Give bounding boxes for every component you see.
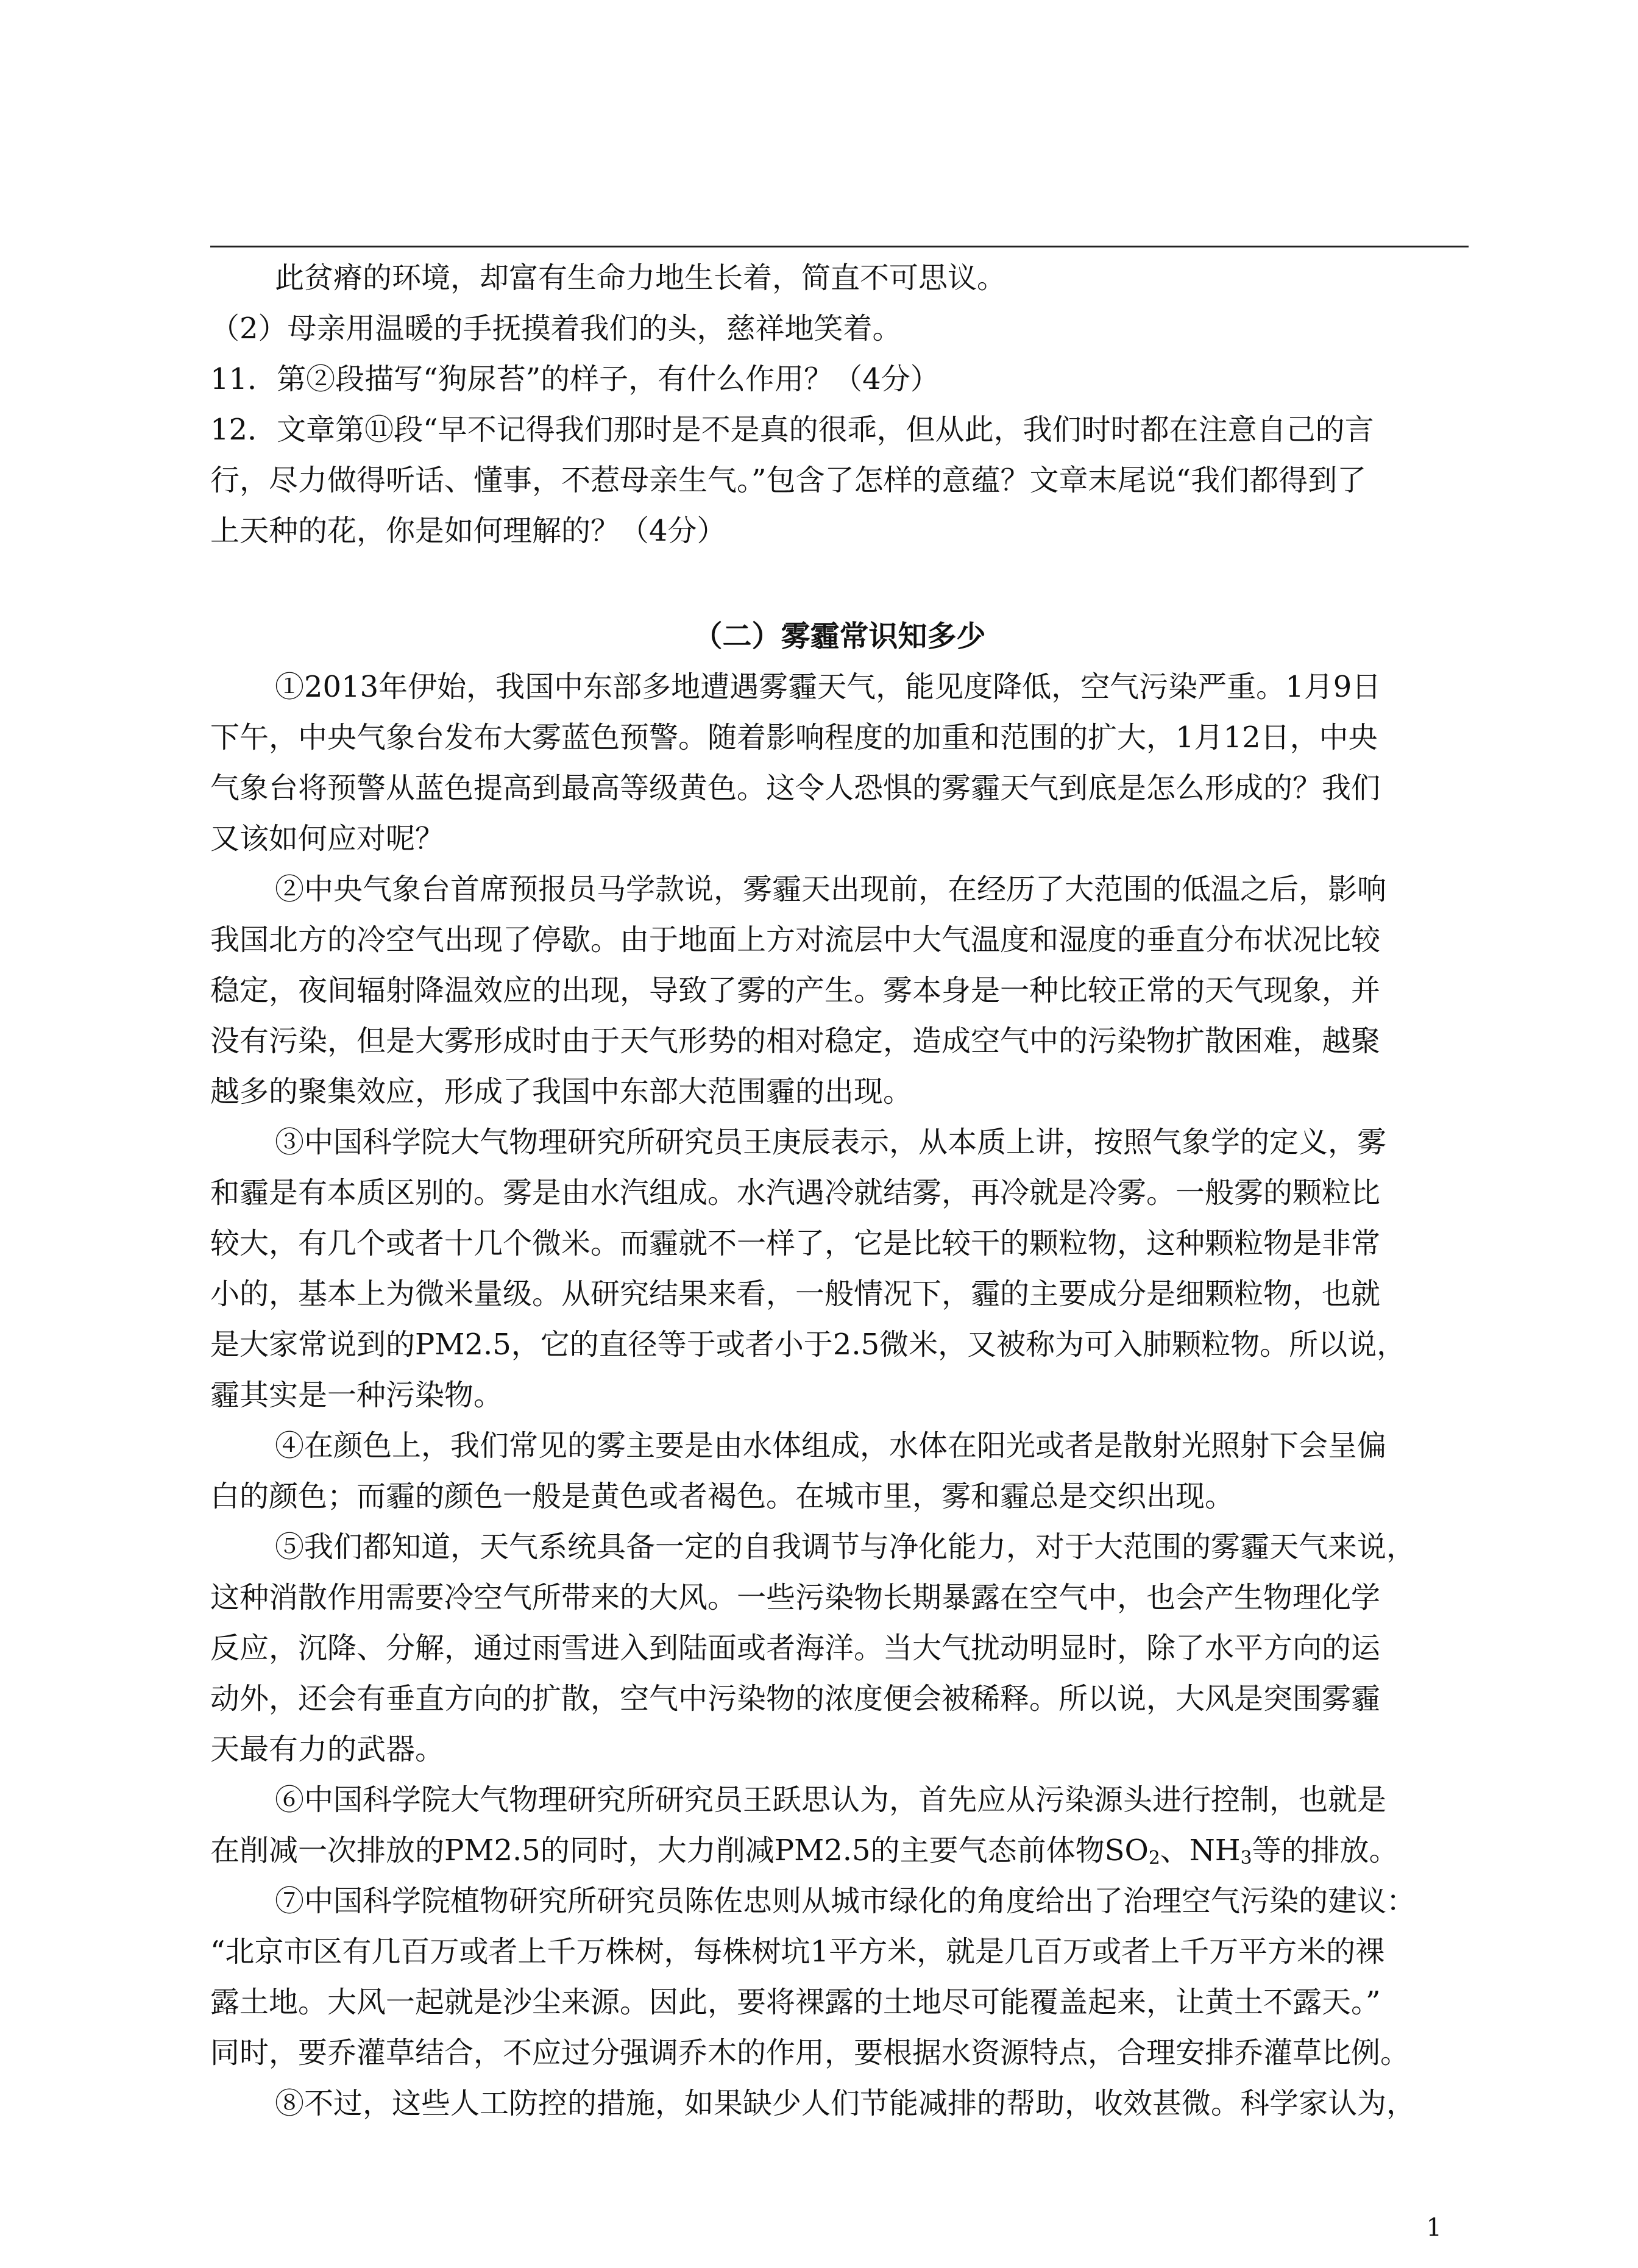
text-segment: 在削减一次排放的PM2.5的同时，大力削减PM2.5的主要气态前体物SO <box>210 1833 1149 1868</box>
text-line: ⑥中国科学院大气物理研究所研究员王跃思认为，首先应从污染源头进行控制，也就是 <box>275 1783 1387 1817</box>
text-line: 下午，中央气象台发布大雾蓝色预警。随着影响程度的加重和范围的扩大，1月12日，中央 <box>210 720 1378 755</box>
text-line: 又该如何应对呢？ <box>210 822 445 856</box>
text-line: 动外，还会有垂直方向的扩散，空气中污染物的浓度便会被稀释。所以说，大风是突围雾霾 <box>210 1682 1381 1716</box>
text-segment: 等的排放。 <box>1252 1833 1399 1868</box>
text-line: 这种消散作用需要冷空气所带来的大风。一些污染物长期暴露在空气中，也会产生物理化学 <box>210 1580 1381 1615</box>
text-line: 反应，沉降、分解，通过雨雪进入到陆面或者海洋。当大气扰动明显时，除了水平方向的运 <box>210 1631 1381 1665</box>
text-line: ①2013年伊始，我国中东部多地遭遇雾霾天气，能见度降低，空气污染严重。1月9日 <box>275 670 1381 704</box>
paragraph-1 <box>210 662 1469 864</box>
question-12-cont: 行，尽力做得听话、懂事，不惹母亲生气。”包含了怎样的意蕴？文章末尾说“我们都得到了 <box>210 463 1367 497</box>
text-line: 同时，要乔灌草结合，不应过分强调乔木的作用，要根据水资源特点，合理安排乔灌草比例。 <box>210 2036 1410 2070</box>
text-line: ④在颜色上，我们常见的雾主要是由水体组成，水体在阳光或者是散射光照射下会呈偏 <box>275 1429 1387 1463</box>
text-line: 白的颜色；而霾的颜色一般是黄色或者褐色。在城市里，雾和霾总是交织出现。 <box>210 1479 1235 1513</box>
text-line: 是大家常说到的PM2.5，它的直径等于或者小于2.5微米，又被称为可入肺颗粒物。所以说， <box>210 1328 1406 1362</box>
page-number: 1 <box>1426 2214 1442 2242</box>
text-line: 此贫瘠的环境，却富有生命力地生长着，简直不可思议。 <box>275 261 1007 295</box>
text-line: ③中国科学院大气物理研究所研究员王庚辰表示，从本质上讲，按照气象学的定义，雾 <box>275 1125 1387 1159</box>
text-line: 没有污染，但是大雾形成时由于天气形势的相对稳定，造成空气中的污染物扩散困难，越聚 <box>210 1024 1381 1058</box>
text-line: 我国北方的冷空气出现了停歇。由于地面上方对流层中大气温度和湿度的垂直分布状况比较 <box>210 923 1381 957</box>
paragraph-5 <box>210 1522 1469 1775</box>
question-option: （2）母亲用温暖的手抚摸着我们的头，慈祥地笑着。 <box>210 311 902 346</box>
paragraph-8 <box>210 2078 1469 2129</box>
question-11: 11．第②段描写“狗尿苔”的样子，有什么作用？（4分） <box>210 362 940 396</box>
text-line: ②中央气象台首席预报员马学款说，雾霾天出现前，在经历了大范围的低温之后，影响 <box>275 872 1387 906</box>
paragraph-4 <box>210 1421 1469 1522</box>
question-12: 12．文章第⑪段“早不记得我们那时是不是真的很乖，但从此，我们时时都在注意自己的言 <box>210 413 1374 447</box>
paragraph-3 <box>210 1117 1469 1421</box>
text-line: 露土地。大风一起就是沙尘来源。因此，要将裸露的土地尽可能覆盖起来，让黄土不露天。” <box>210 1985 1381 2019</box>
text-segment: 、NH <box>1160 1833 1241 1868</box>
text-line: “北京市区有几百万或者上千万株树，每株树坑1平方米，就是几百万或者上千万平方米的裸 <box>210 1935 1385 1969</box>
subscript: 2 <box>1148 1847 1160 1869</box>
document-page <box>210 253 1469 2129</box>
text-line: ⑧不过，这些人工防控的措施，如果缺少人们节能减排的帮助，收效甚微。科学家认为， <box>275 2086 1416 2120</box>
paragraph-2 <box>210 864 1469 1117</box>
text-line: 小的，基本上为微米量级。从研究结果来看，一般情况下，霾的主要成分是细颗粒物，也就 <box>210 1277 1381 1311</box>
text-line: 霾其实是一种污染物。 <box>210 1378 503 1412</box>
text-line <box>210 1825 1469 1876</box>
text-line: 天最有力的武器。 <box>210 1732 445 1766</box>
paragraph-6 <box>210 1775 1469 1876</box>
text-line: 和霾是有本质区别的。雾是由水汽组成。水汽遇冷就结雾，再冷就是冷雾。一般雾的颗粒比 <box>210 1176 1381 1210</box>
text-line: ⑦中国科学院植物研究所研究员陈佐忠则从城市绿化的角度给出了治理空气污染的建议： <box>275 1884 1416 1918</box>
text-line: ⑤我们都知道，天气系统具备一定的自我调节与净化能力，对于大范围的雾霾天气来说， <box>275 1530 1416 1564</box>
question-12-cont: 上天种的花，你是如何理解的？（4分） <box>210 514 726 548</box>
header-rule <box>210 246 1469 247</box>
paragraph-7 <box>210 1876 1469 2078</box>
text-line: 越多的聚集效应，形成了我国中东部大范围霾的出现。 <box>210 1075 913 1109</box>
section-title: （二）雾霾常识知多少 <box>693 619 986 653</box>
text-line: 较大，有几个或者十几个微米。而霾就不一样了，它是比较干的颗粒物，这种颗粒物是非常 <box>210 1226 1381 1260</box>
text-line: 稳定，夜间辐射降温效应的出现，导致了雾的产生。雾本身是一种比较正常的天气现象，并 <box>210 973 1381 1008</box>
text-line: 气象台将预警从蓝色提高到最高等级黄色。这令人恐惧的雾霾天气到底是怎么形成的？我们 <box>210 771 1381 805</box>
subscript: 3 <box>1240 1847 1252 1869</box>
